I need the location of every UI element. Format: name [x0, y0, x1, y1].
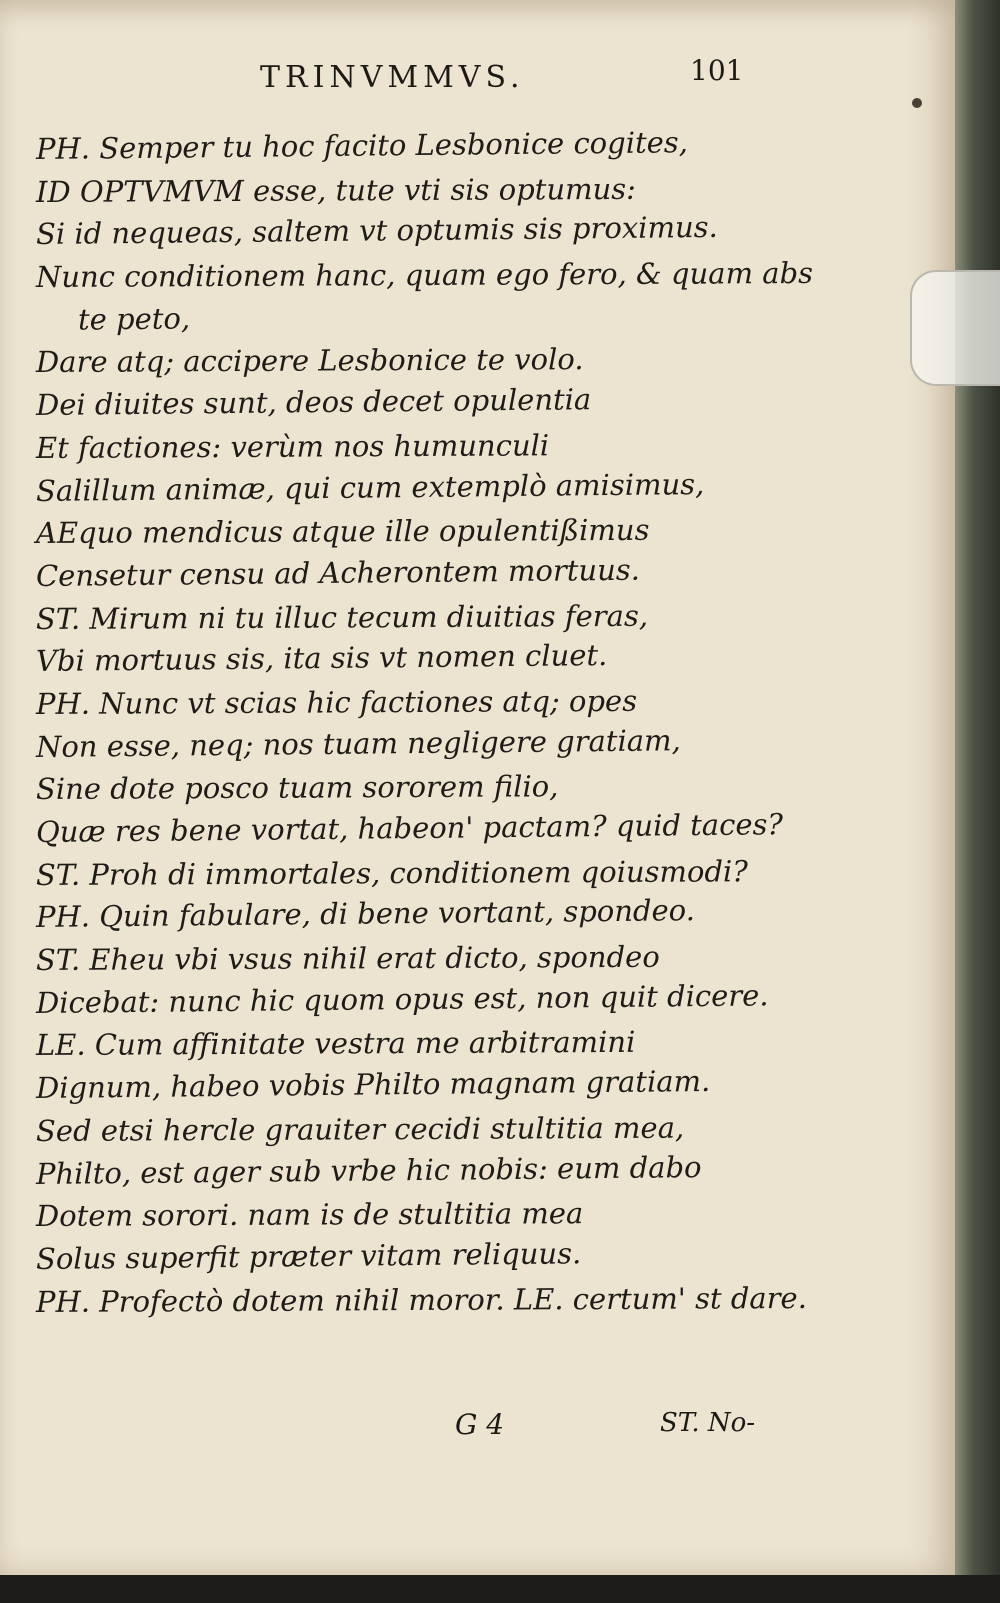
verse-line: Dignum, habeo vobis Philto magnam gratiam. [35, 1064, 711, 1106]
verse-line: te peto, [77, 301, 191, 337]
verse-line: Et factiones: verùm nos humunculi [35, 428, 550, 465]
verse-line: ST. Eheu vbi vsus nihil erat dicto, spondeo [35, 939, 660, 978]
verse-line: Vbi mortuus sis, ita sis vt nomen cluet. [35, 638, 608, 679]
verse-line: Dotem sorori. nam is de stultitia mea [35, 1196, 584, 1234]
signature-mark: G 4 [455, 1408, 505, 1441]
verse-line: ST. Proh di immortales, conditionem qoiusmodi? [35, 853, 748, 892]
verse-line: Salillum animæ, qui cum extemplò amisimus, [35, 466, 705, 508]
running-head: TRINVMMVS. [260, 60, 525, 95]
verse-line: LE. Cum affinitate vestra me arbitramini [35, 1025, 636, 1063]
verse-line: Dicebat: nunc hic quom opus est, non quit dicere. [35, 978, 769, 1020]
verse-line: PH. Quin fabulare, di bene vortant, spondeo. [35, 893, 696, 935]
verse-line: AEquo mendicus atque ille opulentißimus [35, 512, 650, 551]
verse-text [35, 125, 814, 1323]
page-number: 101 [690, 54, 744, 87]
verse-line: ST. Mirum ni tu illuc tecum diuitias feras, [35, 598, 649, 636]
ink-blot [912, 98, 922, 108]
book-bottom-edge [0, 1575, 1000, 1603]
verse-line: PH. Nunc vt scias hic factiones atq; opes [35, 683, 638, 721]
page-tab [910, 270, 1000, 386]
catchword: ST. No- [660, 1408, 756, 1438]
verse-line: Sine dote posco tuam sororem filio, [35, 769, 559, 807]
verse-line: Dare atq; accipere Lesbonice te volo. [35, 342, 584, 380]
verse-line: Solus superfit præter vitam reliquus. [35, 1236, 582, 1276]
verse-line: PH. Semper tu hoc facito Lesbonice cogites, [35, 125, 689, 166]
verse-line: Sed etsi hercle grauiter cecidi stultitia mea, [35, 1110, 685, 1148]
verse-line: Philto, est ager sub vrbe hic nobis: eum dabo [35, 1149, 702, 1191]
verse-line: Dei diuites sunt, deos decet opulentia [35, 382, 592, 423]
verse-line: Quæ res bene vortat, habeon' pactam? quid taces? [35, 807, 784, 849]
verse-line: Si id nequeas, saltem vt optumis sis proximus. [35, 210, 718, 252]
verse-line: PH. Profectò dotem nihil moror. LE. certum' st dare. [35, 1280, 807, 1319]
verse-line: Nunc conditionem hanc, quam ego fero, & quam abs [35, 255, 814, 295]
verse-line: Non esse, neq; nos tuam negligere gratiam, [35, 722, 681, 764]
verse-line: Censetur censu ad Acherontem mortuus. [35, 552, 641, 593]
page-edge [955, 0, 1000, 1603]
verse-line: ID OPTVMVM esse, tute vti sis optumus: [35, 171, 637, 209]
